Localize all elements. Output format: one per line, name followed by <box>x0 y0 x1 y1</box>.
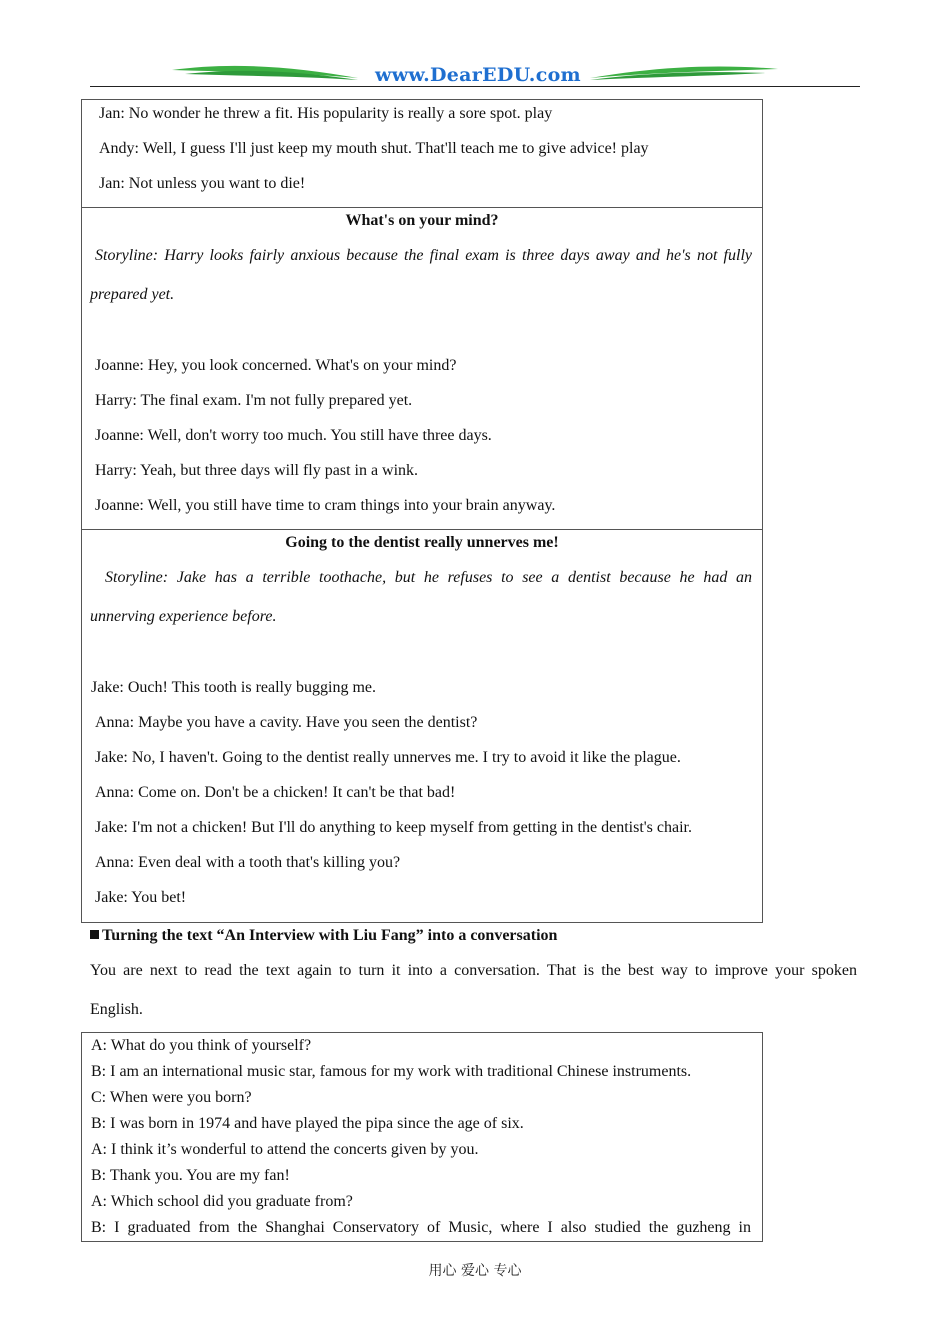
dialogue-line: Harry: Yeah, but three days will fly past in a wink. <box>95 462 419 479</box>
conversation-line: B: I am an international music star, famous for my work with traditional Chinese instruments. <box>91 1063 692 1080</box>
section-heading <box>90 926 557 946</box>
conversation-line: A: What do you think of yourself? <box>91 1037 312 1054</box>
section-intro: English. <box>90 1001 143 1018</box>
storyline-text: Storyline: Jake has a terrible toothache, but he refuses to see a dentist because he had an <box>105 569 752 586</box>
dialogue-line: Jan: Not unless you want to die! <box>99 175 306 192</box>
dialogue-line: Anna: Even deal with a tooth that's killing you? <box>95 854 401 871</box>
dialogue-line: Andy: Well, I guess I'll just keep my mouth shut. That'll teach me to give advice! play <box>99 140 649 157</box>
dialogue-title: What's on your mind? <box>345 212 499 229</box>
storyline-text: prepared yet. <box>90 286 175 303</box>
conversation-line: C: When were you born? <box>91 1089 252 1106</box>
dialogue-line: Anna: Maybe you have a cavity. Have you seen the dentist? <box>95 714 478 731</box>
conversation-line: A: Which school did you graduate from? <box>91 1193 353 1210</box>
page-footer: 用心 爱心 专心 <box>428 1263 522 1279</box>
header-rule <box>90 86 860 87</box>
conversation-line: B: I graduated from the Shanghai Conservatory of Music, where I also studied the guzheng in <box>91 1219 751 1236</box>
section-heading-text: Turning the text “An Interview with Liu Fang” into a conversation <box>102 927 558 944</box>
square-bullet-icon <box>90 930 99 939</box>
dialogue-line: Harry: The final exam. I'm not fully prepared yet. <box>95 392 413 409</box>
conversation-line: B: Thank you. You are my fan! <box>91 1167 290 1184</box>
dialogue-line: Joanne: Well, don't worry too much. You still have three days. <box>95 427 492 444</box>
site-logo-text: www.DearEDU.com <box>375 64 581 86</box>
dialogue-line: Jan: No wonder he threw a fit. His popularity is really a sore spot. play <box>99 105 553 122</box>
dialogue-title: Going to the dentist really unnerves me! <box>285 534 559 551</box>
conversation-line: B: I was born in 1974 and have played the pipa since the age of six. <box>91 1115 524 1132</box>
dialogue-line: Jake: Ouch! This tooth is really bugging me. <box>91 679 376 696</box>
dialogue-line: Joanne: Well, you still have time to cram things into your brain anyway. <box>95 497 556 514</box>
dialogue-line: Anna: Come on. Don't be a chicken! It can't be that bad! <box>95 784 456 801</box>
dialogue-line: Jake: You bet! <box>95 889 187 906</box>
conversation-line: A: I think it’s wonderful to attend the concerts given by you. <box>91 1141 479 1158</box>
storyline-text: unnerving experience before. <box>90 608 277 625</box>
section-intro: You are next to read the text again to turn it into a conversation. That is the best way to improve your spoken <box>90 962 857 979</box>
dialogue-line: Jake: I'm not a chicken! But I'll do anything to keep myself from getting in the dentist's chair. <box>95 819 692 836</box>
dialogue-line: Jake: No, I haven't. Going to the dentist really unnerves me. I try to avoid it like the plague. <box>95 749 681 766</box>
dialogue-line: Joanne: Hey, you look concerned. What's on your mind? <box>95 357 457 374</box>
storyline-text: Storyline: Harry looks fairly anxious because the final exam is three days away and he's not fully <box>95 247 752 264</box>
